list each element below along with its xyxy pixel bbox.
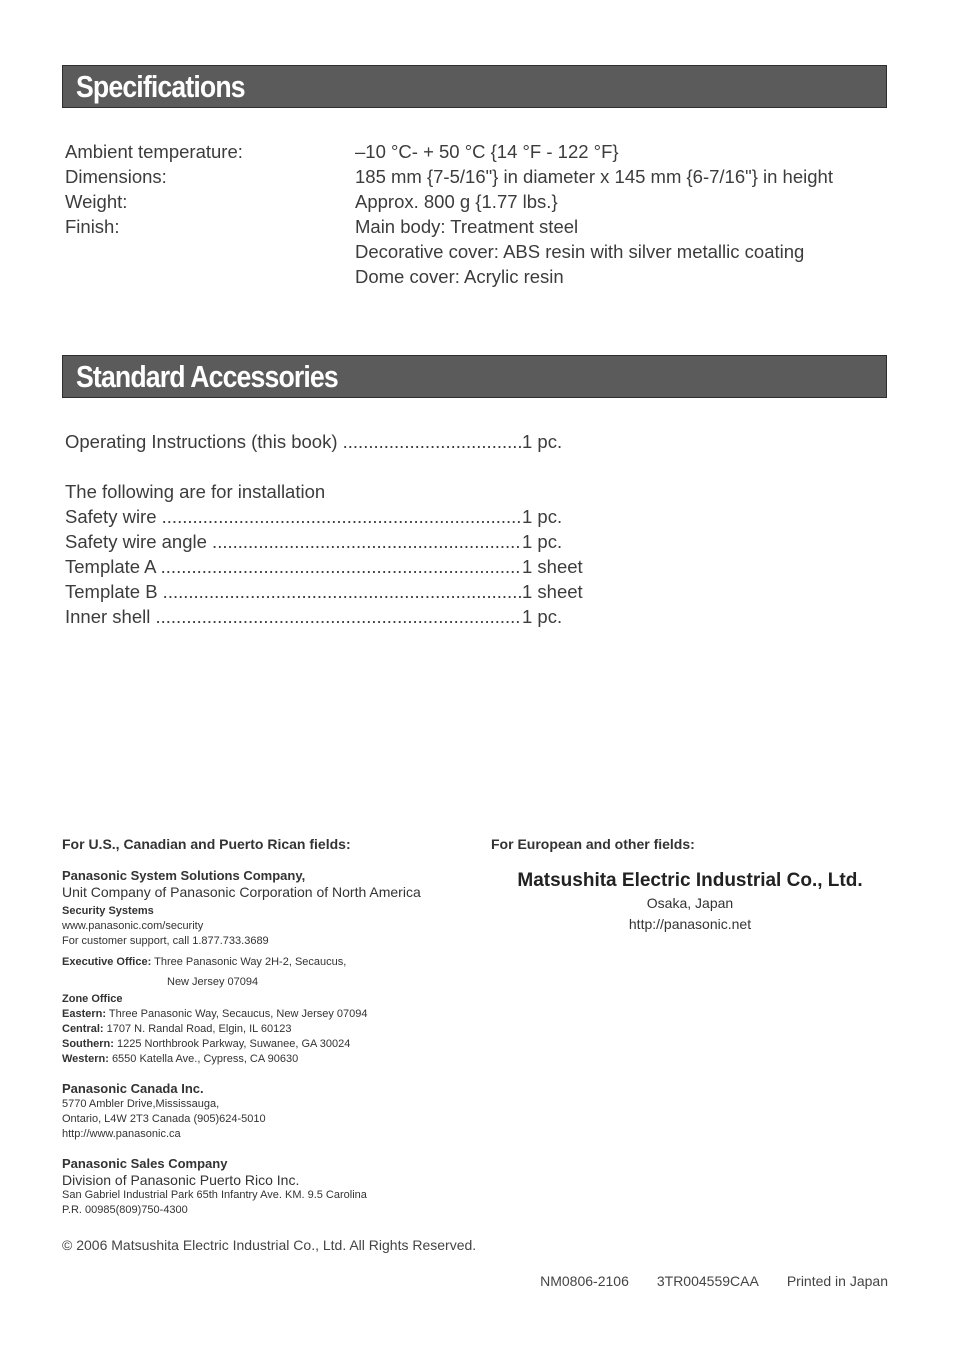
accessory-row-operating [65,429,583,454]
accessory-name: Inner shell ..... [65,604,522,629]
eu-fields-heading-wrap [491,836,695,852]
zone-office-label: Zone Office [62,993,123,1005]
eu-city: Osaka, Japan [646,895,734,911]
zone-address: 6550 Katella Ave., Cypress, CA 90630 [111,1053,299,1065]
zone-address: Three Panasonic Way, Secaucus, New Jersey 07094 [108,1008,368,1020]
part-number: 3TR004559CAA [656,1273,759,1289]
support-phone: For customer support, call 1.877.733.3689 [62,935,269,947]
specifications-table [65,139,833,289]
canada-address-line: 5770 Ambler Drive,Mississauga, [62,1098,220,1110]
accessory-qty: 1 pc. [522,531,563,552]
accessory-row [65,504,583,529]
zone-row [62,1022,421,1037]
accessory-name: Safety wire ..... [65,504,522,529]
installation-heading: The following are for installation [65,481,326,502]
printed-in: Printed in Japan [786,1273,888,1289]
sales-company-name: Panasonic Sales Company [62,1156,228,1171]
us-company-sub: Unit Company of Panasonic Corporation of North America [62,884,421,900]
zone-address: 1225 Northbrook Parkway, Suwanee, GA 30024 [117,1038,351,1050]
accessories-title: Standard Accessories [76,359,338,394]
spec-row [65,214,833,239]
spec-label [65,239,355,264]
eu-url: http://panasonic.net [628,916,752,932]
executive-office-address-2: New Jersey 07094 [167,976,259,988]
spec-row [65,164,833,189]
security-url: www.panasonic.com/security [62,920,204,932]
spec-label [65,264,355,289]
canada-address-line: Ontario, L4W 2T3 Canada (905)624-5010 [62,1113,266,1125]
eu-company-name: Matsushita Electric Industrial Co., Ltd. [517,870,863,891]
accessories-header [62,355,887,398]
accessory-row [65,579,583,604]
sales-address-line: P.R. 00985(809)750-4300 [62,1204,188,1216]
us-fields-block [62,836,421,1218]
spec-value: 185 mm {7-5/16"} in diameter x 145 mm {6-7/16"} in height [355,166,833,187]
spec-value: –10 °C- + 50 °C {14 °F - 122 °F} [355,141,619,162]
zone-label: Western: [62,1053,109,1065]
accessory-qty: 1 pc. [522,431,563,452]
zone-label: Eastern: [62,1008,107,1020]
sales-address-line: San Gabriel Industrial Park 65th Infantry Ave. KM. 9.5 Carolina [62,1189,367,1201]
accessory-qty: 1 sheet [522,581,583,602]
spec-row [65,239,833,264]
accessory-row [65,529,583,554]
spec-value: Main body: Treatment steel [355,216,579,237]
doc-code: NM0806-2106 [540,1273,629,1289]
zone-label: Central: [62,1023,104,1035]
spec-row [65,264,833,289]
accessory-row [65,604,583,629]
spec-label: Ambient temperature: [65,141,243,162]
specifications-header [62,65,887,108]
executive-office [62,955,421,970]
zone-row [62,1052,421,1067]
accessory-name: Template A ..... [65,554,522,579]
accessory-qty: 1 pc. [522,506,563,527]
us-fields-heading: For U.S., Canadian and Puerto Rican fields: [62,836,351,852]
security-systems-label: Security Systems [62,905,154,917]
spec-row [65,139,833,164]
spec-value: Decorative cover: ABS resin with silver metallic coating [355,241,805,262]
accessories-list [65,429,583,629]
spec-label: Dimensions: [65,166,167,187]
zone-address: 1707 N. Randal Road, Elgin, IL 60123 [106,1023,292,1035]
spec-row [65,189,833,214]
spec-label: Finish: [65,216,120,237]
copyright: © 2006 Matsushita Electric Industrial Co., Ltd. All Rights Reserved. [62,1237,477,1253]
specifications-title: Specifications [76,69,245,104]
accessory-qty: 1 sheet [522,556,583,577]
canada-url: http://www.panasonic.ca [62,1128,181,1140]
executive-office-address: Three Panasonic Way 2H-2, Secaucus, [154,956,347,968]
zone-row [62,1007,421,1022]
accessory-name: Template B ..... [65,579,522,604]
accessory-qty: 1 pc. [522,606,563,627]
footer-codes [540,1273,888,1289]
zone-label: Southern: [62,1038,114,1050]
accessory-row [65,554,583,579]
spec-value: Approx. 800 g {1.77 lbs.} [355,191,558,212]
sales-company-sub: Division of Panasonic Puerto Rico Inc. [62,1172,300,1188]
accessory-name: Safety wire angle ..... [65,529,522,554]
eu-fields-heading: For European and other fields: [491,836,695,852]
accessory-name: Operating Instructions (this book) ..... [65,429,522,454]
spec-label: Weight: [65,191,128,212]
eu-fields-block [491,869,889,935]
executive-office-label: Executive Office: [62,956,152,968]
zone-row [62,1037,421,1052]
canada-company-name: Panasonic Canada Inc. [62,1081,204,1096]
spec-value: Dome cover: Acrylic resin [355,266,564,287]
us-company-name: Panasonic System Solutions Company, [62,868,306,883]
